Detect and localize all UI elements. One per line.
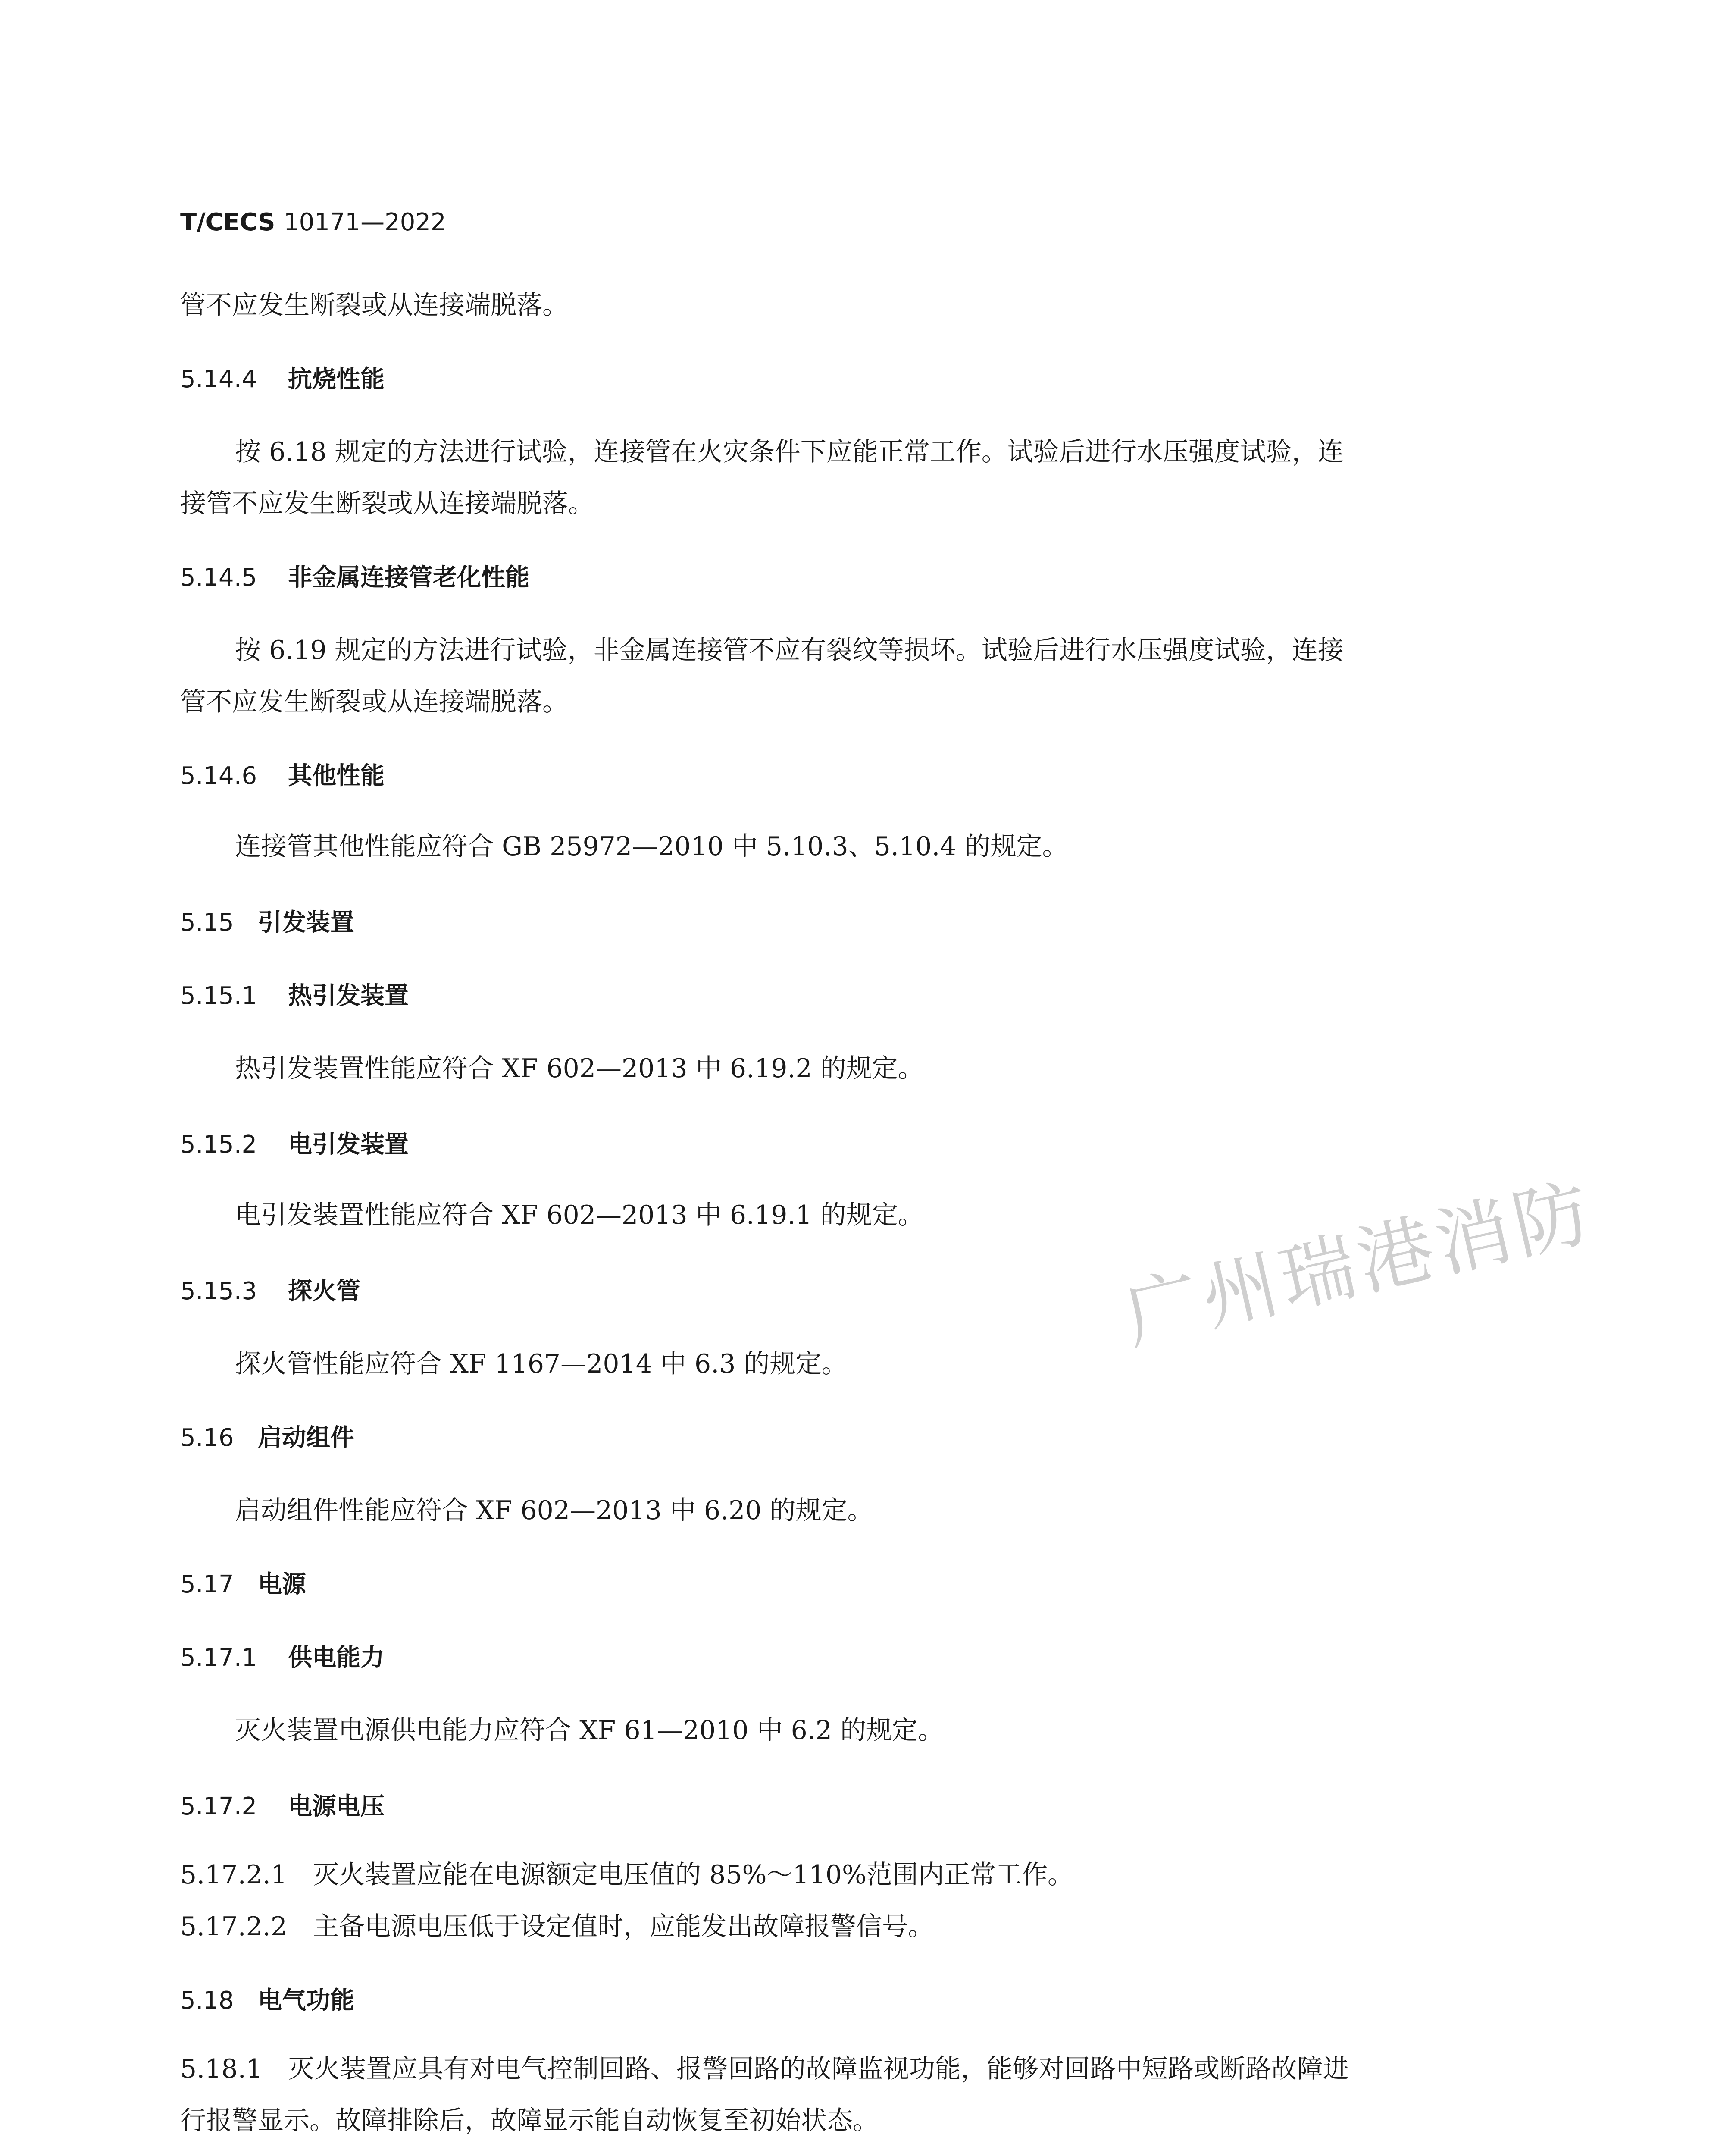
section-title: 引发装置	[258, 909, 354, 937]
section-heading	[180, 1787, 385, 1822]
standard-prefix: T/CECS	[180, 208, 275, 236]
section-title: 电气功能	[258, 1987, 354, 2015]
section-heading	[180, 1565, 306, 1600]
section-number: 5.17.2	[180, 1792, 257, 1821]
section-number: 5.17.1	[180, 1644, 257, 1672]
section-title: 启动组件	[258, 1424, 354, 1452]
section-title: 探火管	[288, 1277, 360, 1305]
section-number: 5.17	[180, 1570, 234, 1598]
paragraph-line: 5.17.2.1 灭火装置应能在电源额定电压值的 85%～110%范围内正常工作。	[180, 1860, 1074, 1890]
section-number: 5.15	[180, 909, 234, 937]
section-title: 热引发装置	[288, 982, 409, 1010]
section-heading	[180, 1272, 360, 1307]
paragraph-line: 按 6.18 规定的方法进行试验，连接管在火灾条件下应能正常工作。试验后进行水压强度试验，连	[235, 437, 1344, 467]
paragraph-line: 管不应发生断裂或从连接端脱落。	[180, 290, 568, 320]
section-number: 5.16	[180, 1424, 234, 1452]
section-number: 5.15.3	[180, 1277, 257, 1305]
paragraph-line: 热引发装置性能应符合 XF 602—2013 中 6.19.2 的规定。	[235, 1053, 924, 1084]
section-number: 5.14.4	[180, 365, 257, 393]
section-number: 5.15.2	[180, 1131, 257, 1159]
section-heading	[180, 1419, 354, 1453]
section-title: 其他性能	[288, 762, 385, 790]
section-heading	[180, 1981, 354, 2016]
section-number: 5.18	[180, 1987, 234, 2015]
section-heading	[180, 977, 409, 1011]
paragraph-line: 电引发装置性能应符合 XF 602—2013 中 6.19.1 的规定。	[235, 1200, 924, 1230]
paragraph-line: 启动组件性能应符合 XF 602—2013 中 6.20 的规定。	[235, 1495, 873, 1526]
standard-number: 10171—2022	[283, 208, 446, 236]
section-heading	[180, 558, 529, 593]
paragraph-line: 行报警显示。故障排除后，故障显示能自动恢复至初始状态。	[180, 2106, 879, 2136]
section-title: 电源电压	[288, 1792, 385, 1821]
paragraph-line: 5.17.2.2 主备电源电压低于设定值时，应能发出故障报警信号。	[180, 1912, 934, 1942]
watermark: 广州瑞港消防	[1116, 1168, 1602, 1361]
paragraph-line: 连接管其他性能应符合 GB 25972—2010 中 5.10.3、5.10.4 的规定。	[235, 831, 1068, 862]
paragraph-line: 接管不应发生断裂或从连接端脱落。	[180, 489, 594, 519]
section-title: 电引发装置	[288, 1131, 409, 1159]
paragraph-line	[180, 2152, 1349, 2156]
section-heading	[180, 1125, 409, 1160]
standard-code	[180, 208, 446, 236]
section-title: 非金属连接管老化性能	[288, 564, 529, 592]
section-heading	[180, 360, 385, 395]
section-heading	[180, 757, 385, 791]
paragraph-line: 管不应发生断裂或从连接端脱落。	[180, 687, 568, 717]
paragraph-line: 灭火装置电源供电能力应符合 XF 61—2010 中 6.2 的规定。	[235, 1715, 944, 1745]
section-number: 5.14.6	[180, 762, 257, 790]
paragraph-line: 按 6.19 规定的方法进行试验，非金属连接管不应有裂纹等损坏。试验后进行水压强度试验，连接	[235, 635, 1344, 665]
section-heading	[180, 1639, 385, 1673]
section-number: 5.14.5	[180, 564, 257, 592]
paragraph-line: 5.18.1 灭火装置应具有对电气控制回路、报警回路的故障监视功能，能够对回路中短路或断路故障进	[180, 2054, 1349, 2084]
section-title: 供电能力	[288, 1644, 385, 1672]
paragraph-line: 探火管性能应符合 XF 1167—2014 中 6.3 的规定。	[235, 1349, 848, 1379]
section-title: 抗烧性能	[288, 365, 385, 393]
section-heading	[180, 903, 354, 938]
section-title: 电源	[258, 1570, 306, 1598]
section-number: 5.15.1	[180, 982, 257, 1010]
